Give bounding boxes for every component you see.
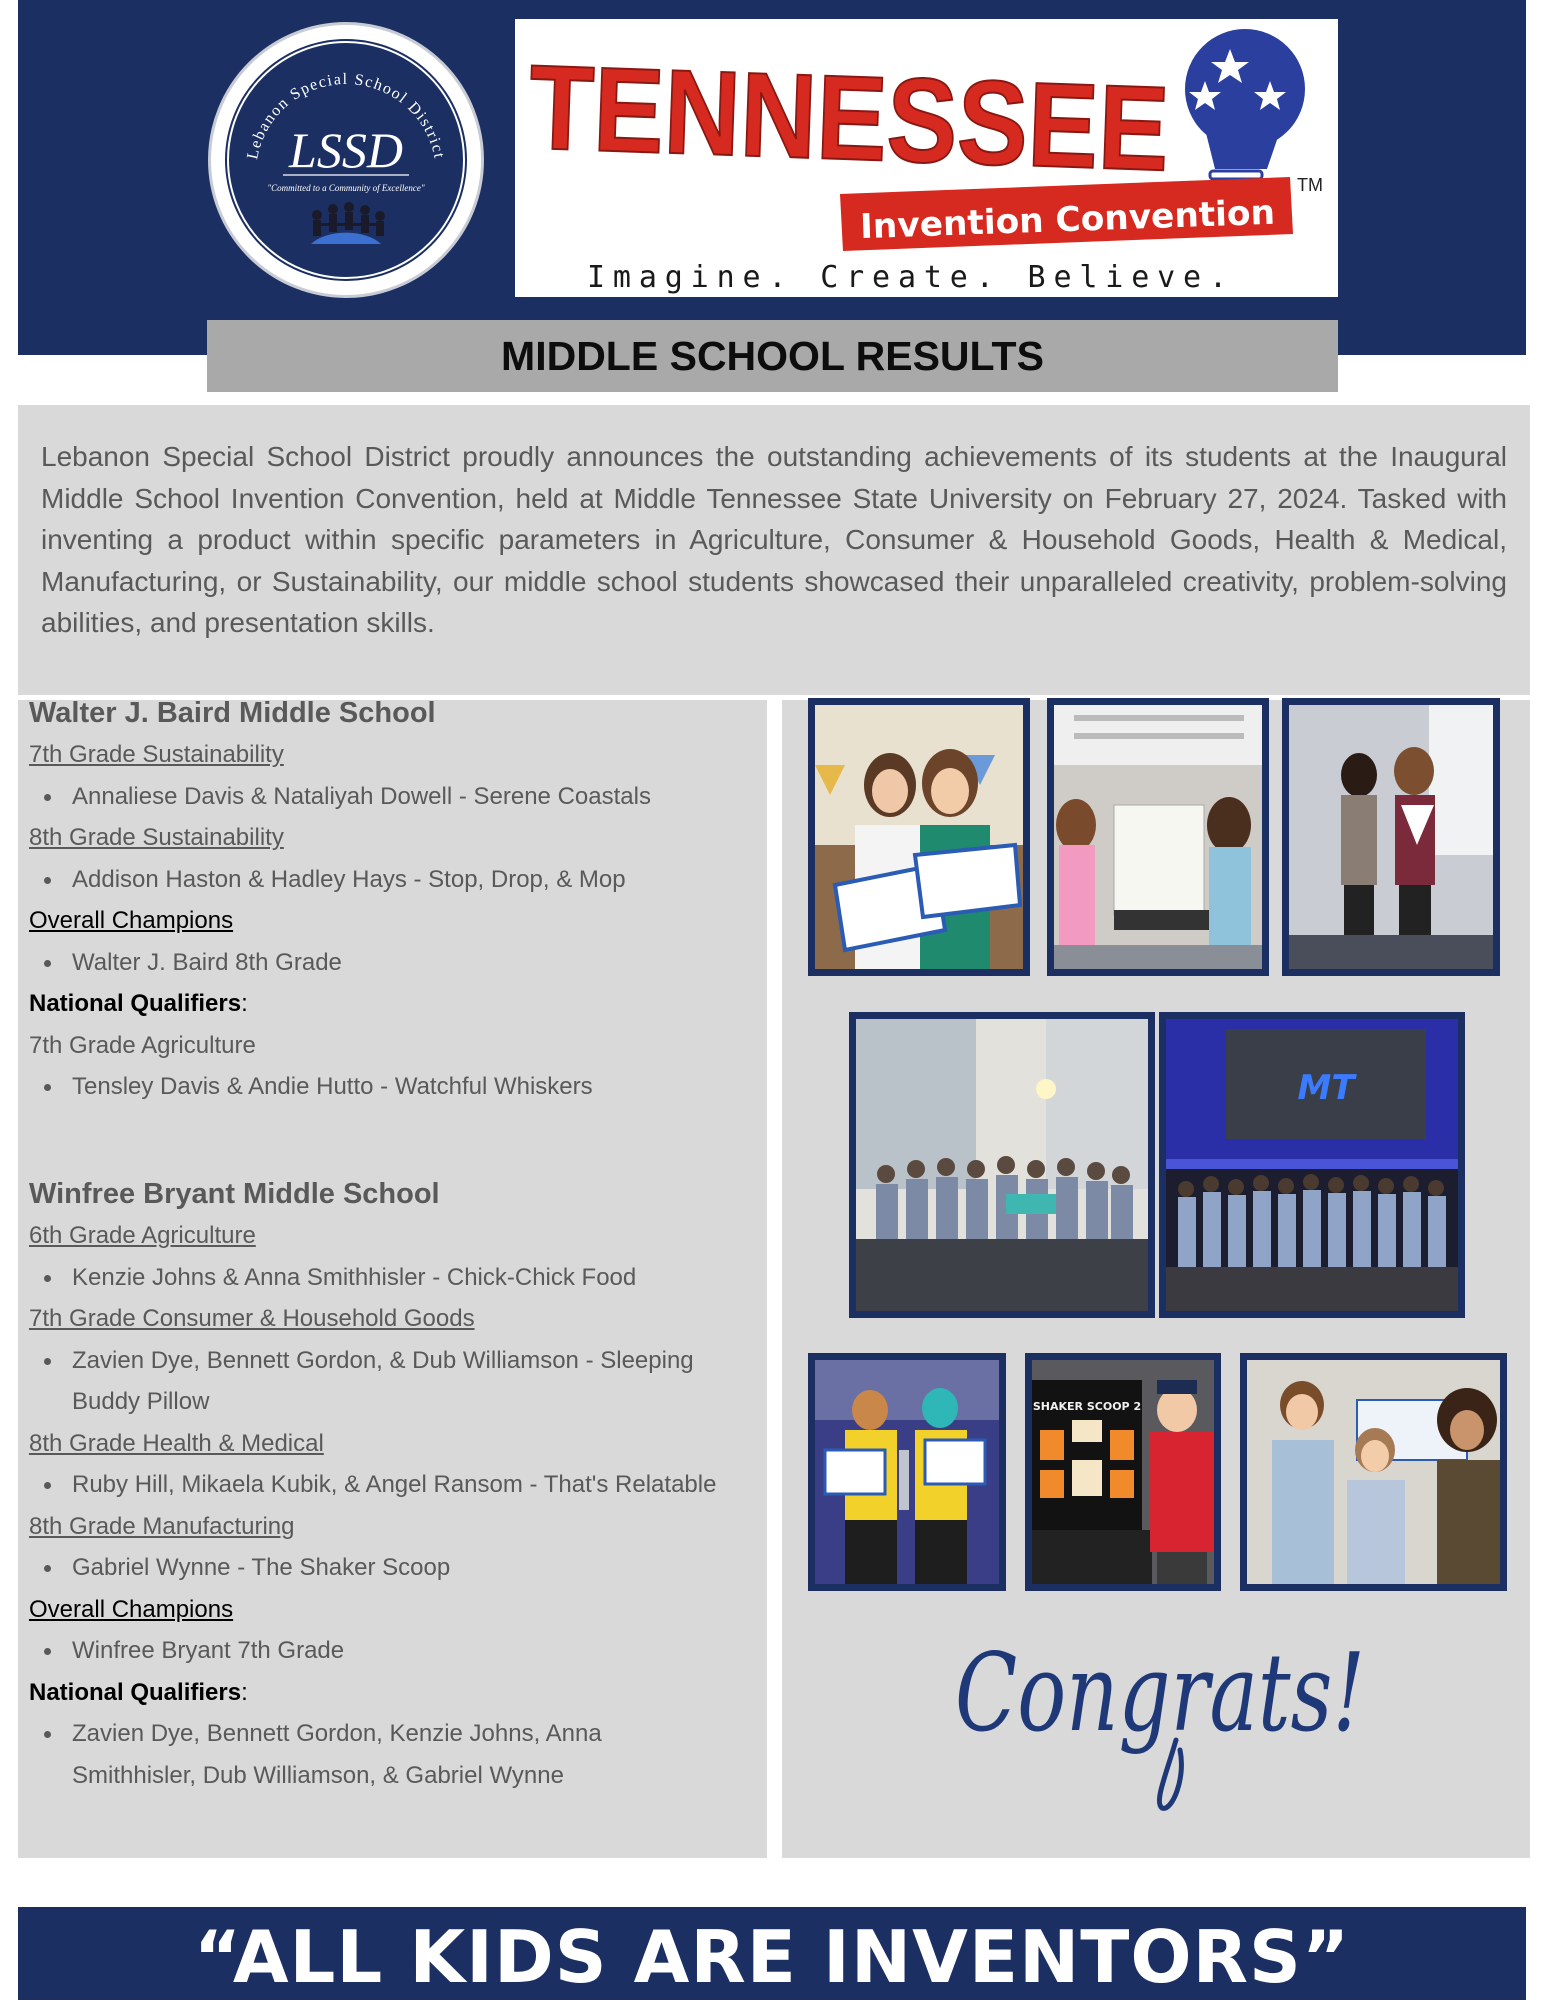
school-baird: [29, 692, 759, 1108]
school-winfree: [29, 1173, 759, 1796]
qualifiers-heading: National Qualifiers:: [29, 1678, 248, 1706]
category-label: 8th Grade Manufacturing: [29, 1512, 295, 1540]
category-label: 8th Grade Health & Medical: [29, 1429, 324, 1457]
champions-label: Overall Champions: [29, 1595, 234, 1623]
category-label: 8th Grade Sustainability: [29, 824, 284, 851]
tennessee-invention-convention-logo: [515, 19, 1338, 297]
congrats-text: Congrats!: [955, 1631, 1365, 1756]
kids-globe-icon: [311, 202, 385, 244]
lssd-initials: LSSD: [289, 122, 403, 178]
list-item: Tensley Davis & Andie Hutto - Watchful Whiskers: [29, 1066, 759, 1108]
list-item-continuation: Smithhisler, Dub Williamson, & Gabriel Wynne: [72, 1761, 564, 1789]
photo-stop-drop-mop-display: [1047, 698, 1269, 976]
lssd-arc-text: Lebanon Special School District: [244, 70, 448, 161]
congrats-script: [940, 1610, 1380, 1810]
footer-slogan: “ALL KIDS ARE INVENTORS”: [193, 1915, 1351, 1999]
category-label: 6th Grade Agriculture: [29, 1222, 256, 1249]
photo-group-room: [849, 1012, 1155, 1318]
intro-paragraph: Lebanon Special School District proudly announces the outstanding achievements of its students at the Inaugural Middle School Invention Convention, held at Middle Tennessee State University on February 27, 2024. Tasked with inventing a product within specific parameters in Agriculture, Consumer & Household Goods, Health & Medical, Manufacturing, or Sustainability, our middle school students showcased their unparalleled creativity, problem-solving abilities, and presentation skills.: [41, 441, 1507, 638]
category-label: 7th Grade Consumer & Household Goods: [29, 1305, 475, 1332]
lssd-logo: [208, 22, 484, 298]
photo-three-students: [1240, 1353, 1507, 1591]
invention-convention-text: Invention Convention: [859, 192, 1272, 248]
footer-band: [18, 1907, 1526, 2000]
mt-logo-text: MT: [1297, 1068, 1355, 1108]
champions-label: Overall Champions: [29, 907, 234, 934]
list-item: Gabriel Wynne - The Shaker Scoop: [29, 1547, 759, 1589]
lssd-motto: "Committed to a Community of Excellence": [267, 183, 425, 193]
photo-yellow-shirts-trophy: [808, 1353, 1006, 1591]
lssd-logo-inner: [225, 39, 467, 281]
list-item-continuation: Buddy Pillow: [72, 1388, 210, 1415]
photo-group-stage: [1159, 1012, 1465, 1318]
category-label: 7th Grade Agriculture: [29, 1031, 256, 1059]
list-item: Addison Haston & Hadley Hays - Stop, Drop, & Mop: [29, 859, 759, 901]
results-title: MIDDLE SCHOOL RESULTS: [501, 332, 1044, 379]
trademark-mark: TM: [1297, 175, 1323, 195]
list-item: Kenzie Johns & Anna Smithhisler - Chick-Chick Food: [29, 1257, 759, 1299]
photo-students-certificates: [808, 698, 1030, 976]
list-item: Zavien Dye, Bennett Gordon, Kenzie Johns, Anna: [29, 1713, 759, 1755]
list-item: Winfree Bryant 7th Grade: [29, 1630, 759, 1672]
category-label: 7th Grade Sustainability: [29, 741, 284, 768]
list-item: Annaliese Davis & Nataliyah Dowell - Serene Coastals: [29, 776, 759, 818]
list-item: Zavien Dye, Bennett Gordon, & Dub Williamson - Sleeping: [29, 1340, 759, 1382]
list-item: Ruby Hill, Mikaela Kubik, & Angel Ransom - That's Relatable: [29, 1464, 759, 1506]
lightbulb-icon: [1185, 29, 1305, 189]
qualifiers-heading: National Qualifiers:: [29, 990, 248, 1017]
tennessee-wordmark: TENNESSEE: [526, 40, 1258, 200]
photo-shaker-scoop-display: [1025, 1353, 1221, 1591]
tn-tagline: Imagine. Create. Believe.: [587, 260, 1227, 295]
poster-title-text: SHAKER SCOOP 2: [1032, 1400, 1142, 1413]
photo-two-students-pennant: [1282, 698, 1500, 976]
results-title-bar: [207, 320, 1338, 392]
school-name: Winfree Bryant Middle School: [29, 1178, 440, 1210]
school-name: Walter J. Baird Middle School: [29, 697, 436, 729]
list-item: Walter J. Baird 8th Grade: [29, 942, 759, 984]
